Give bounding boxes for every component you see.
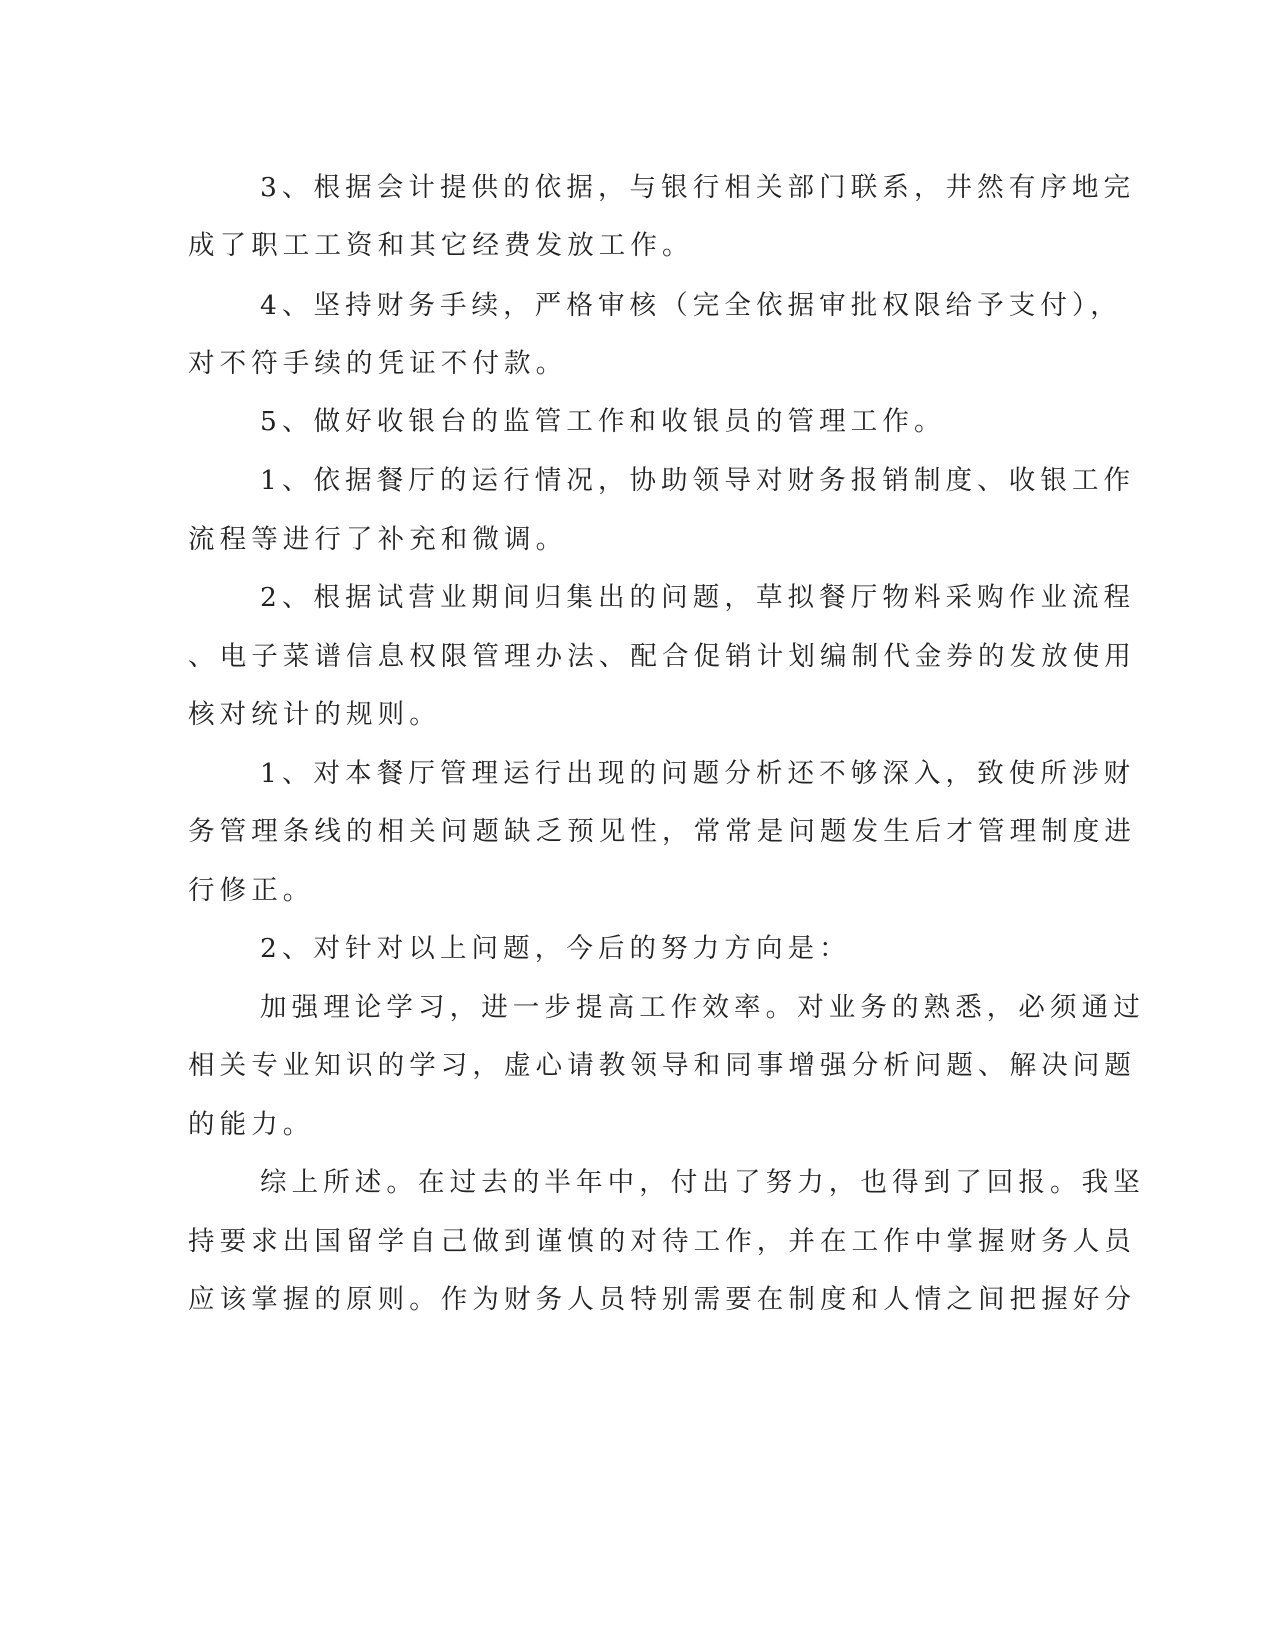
paragraph-5-line-1: 2、根据试营业期间归集出的问题，草拟餐厅物料采购作业流程 [260, 582, 1136, 613]
paragraph-8-line-2: 相关专业知识的学习，虚心请教领导和同事增强分析问题、解决问题 [188, 1050, 1136, 1081]
paragraph-4-line-2: 流程等进行了补充和微调。 [188, 524, 568, 555]
paragraph-9-line-1: 综上所述。在过去的半年中，付出了努力，也得到了回报。我坚 [260, 1167, 1145, 1198]
paragraph-9-line-2: 持要求出国留学自己做到谨慎的对待工作，并在工作中掌握财务人员 [188, 1226, 1136, 1257]
paragraph-5-line-3: 核对统计的规则。 [188, 699, 441, 730]
paragraph-7-line-1: 2、对针对以上问题，今后的努力方向是： [260, 933, 851, 964]
paragraph-1-line-2: 成了职工工资和其它经费发放工作。 [188, 230, 694, 261]
paragraph-2-line-2: 对不符手续的凭证不付款。 [188, 348, 568, 379]
paragraph-6-line-1: 1、对本餐厅管理运行出现的问题分析还不够深入，致使所涉财 [260, 758, 1136, 789]
paragraph-8-line-1: 加强理论学习，进一步提高工作效率。对业务的熟悉，必须通过 [260, 992, 1145, 1023]
paragraph-8-line-3: 的能力。 [188, 1109, 315, 1140]
paragraph-5-line-2: 、电子菜谱信息权限管理办法、配合促销计划编制代金券的发放使用 [188, 641, 1136, 672]
paragraph-6-line-3: 行修正。 [188, 875, 315, 906]
paragraph-3-line-1: 5、做好收银台的监管工作和收银员的管理工作。 [260, 406, 946, 437]
paragraph-6-line-2: 务管理条线的相关问题缺乏预见性，常常是问题发生后才管理制度进 [188, 816, 1136, 847]
paragraph-1-line-1: 3、根据会计提供的依据，与银行相关部门联系，井然有序地完 [260, 172, 1136, 203]
paragraph-2-line-1: 4、坚持财务手续，严格审核（完全依据审批权限给予支付）， [260, 290, 1122, 321]
paragraph-9-line-3: 应该掌握的原则。作为财务人员特别需要在制度和人情之间把握好分 [188, 1284, 1136, 1315]
paragraph-4-line-1: 1、依据餐厅的运行情况，协助领导对财务报销制度、收银工作 [260, 465, 1136, 496]
